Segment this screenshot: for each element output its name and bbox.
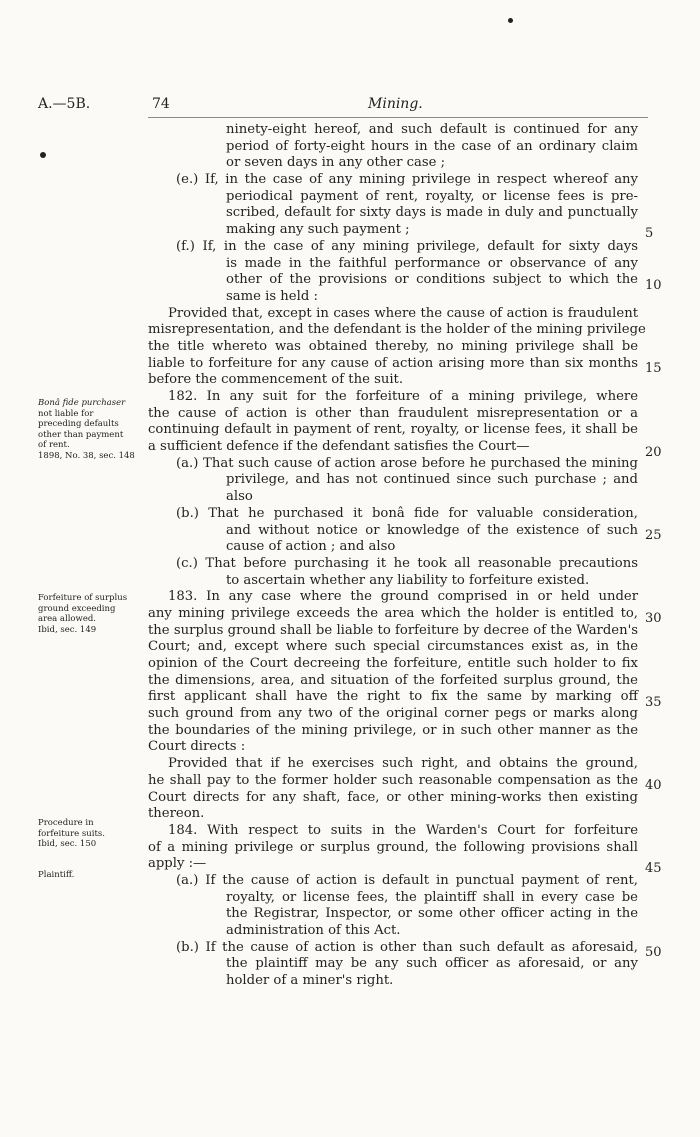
speck xyxy=(40,152,46,158)
text-line: (e.) If, in the case of any mining privilege in respect whereof any xyxy=(176,172,638,188)
text-line: of a mining privilege or surplus ground, the following provisions shall xyxy=(148,839,638,855)
text-line: 182. In any suit for the forfeiture of a mining privilege, where xyxy=(168,389,638,404)
text-line: holder of a miner's right. xyxy=(226,973,394,989)
text-line: the cause of action is other than fraudulent misrepresentation or a xyxy=(148,405,638,421)
text-line: (c.) That before purchasing it he took all reasonable precautions xyxy=(176,555,638,571)
text-line: the Registrar, Inspector, or some other officer acting in the xyxy=(226,906,638,922)
text-line: to ascertain whether any liability to forfeiture existed. xyxy=(226,572,590,588)
body-text xyxy=(148,122,646,990)
text-line: before the commencement of the suit. xyxy=(148,372,404,388)
text-line: the surplus ground shall be liable to forfeiture by decree of the Warden's xyxy=(148,622,638,638)
line-number: 25 xyxy=(645,528,662,543)
text-line: periodical payment of rent, royalty, or license fees is pre- xyxy=(226,188,638,204)
speck xyxy=(508,18,513,23)
doc-code: A.—5B. xyxy=(38,96,91,112)
text-line: any mining privilege exceeds the area which the holder is entitled to, xyxy=(148,605,638,621)
text-line: 184. With respect to suits in the Warden's Court for forfeiture xyxy=(168,822,638,838)
text-line: (b.) If the cause of action is other than such default as aforesaid, xyxy=(176,939,638,955)
text-line: royalty, or license fees, the plaintiff shall in every case be xyxy=(226,889,638,905)
text-line: a sufficient defence if the defendant satisfies the Court— xyxy=(148,439,530,455)
running-title: Mining. xyxy=(368,96,423,112)
text-line: privilege, and has not continued since such purchase ; and xyxy=(226,472,638,488)
text-line: (f.) If, in the case of any mining privilege, default for sixty days xyxy=(176,238,638,254)
text-line: Provided that, except in cases where the cause of action is fraudulent xyxy=(168,305,638,321)
text-line: Court; and, except where such special circumstances exist as, in the xyxy=(148,639,638,655)
line-number: 15 xyxy=(645,361,662,376)
margin-note-plaintiff: Plaintiff. xyxy=(38,870,75,880)
line-number: 50 xyxy=(645,945,662,960)
text-line: making any such payment ; xyxy=(226,222,410,238)
text-line: same is held : xyxy=(226,288,318,304)
text-line: 183. In any case where the ground comprised in or held under xyxy=(168,589,638,605)
text-line: liable to forfeiture for any cause of action arising more than six months xyxy=(148,355,638,371)
line-number: 20 xyxy=(645,445,662,460)
text-line: the title whereto was obtained thereby, no mining privilege shall be xyxy=(148,338,638,354)
text-line: (b.) That he purchased it bonâ fide for valuable consideration, xyxy=(176,505,638,521)
text-line: also xyxy=(226,489,253,505)
text-line: Court directs for any shaft, face, or other mining-works then existing xyxy=(148,789,638,805)
text-line: continuing default in payment of rent, royalty, or license fees, it shall be xyxy=(148,422,638,438)
line-number: 5 xyxy=(645,226,654,241)
text-line: other of the provisions or conditions subject to which the xyxy=(226,272,638,288)
header-rule xyxy=(148,117,648,118)
text-line: period of forty-eight hours in the case of an ordinary claim xyxy=(226,138,638,154)
text-line: is made in the faithful performance or observance of any xyxy=(226,255,638,271)
page-number: 74 xyxy=(152,96,170,112)
text-line: the boundaries of the mining privilege, or in such other manner as the xyxy=(148,722,638,738)
text-line: first applicant shall have the right to fix the same by marking off xyxy=(148,689,638,705)
text-line: Court directs : xyxy=(148,739,246,755)
text-line: thereon. xyxy=(148,806,205,822)
text-line: ninety-eight hereof, and such default is continued for any xyxy=(226,122,638,137)
margin-note-surplus: Forfeiture of surplus ground exceeding area allowed. Ibid, sec. 149 xyxy=(38,593,128,635)
line-number: 35 xyxy=(645,695,662,710)
text-line: (a.) That such cause of action arose before he purchased the mining xyxy=(176,455,638,471)
line-number: 30 xyxy=(645,611,662,626)
text-line: Provided that if he exercises such right, and obtains the ground, xyxy=(168,756,638,772)
text-line: misrepresentation, and the defendant is the holder of the mining privilege xyxy=(148,322,646,338)
margin-note-procedure: Procedure in forfeiture suits. Ibid, sec. 150 xyxy=(38,818,105,849)
text-line: he shall pay to the former holder such reasonable compensation as the xyxy=(148,772,638,788)
text-line: and without notice or knowledge of the existence of such xyxy=(226,522,638,538)
text-line: administration of this Act. xyxy=(226,923,401,938)
text-line: such ground from any two of the original corner pegs or marks along xyxy=(148,706,638,722)
text-line: opinion of the Court decreeing the forfeiture, entitle such holder to fix xyxy=(148,656,638,671)
margin-note-bona-fide: Bonâ fide purchaser not liable for preceding defaults other than payment of rent. 1898, No. 38, sec. 148 xyxy=(38,398,135,461)
text-line: scribed, default for sixty days is made in duly and punctually xyxy=(226,205,638,221)
text-line: or seven days in any other case ; xyxy=(226,155,446,171)
line-number: 10 xyxy=(645,278,662,293)
line-number: 45 xyxy=(645,861,662,876)
text-line: the plaintiff may be any such officer as aforesaid, or any xyxy=(226,956,638,972)
text-line: (a.) If the cause of action is default in punctual payment of rent, xyxy=(176,872,638,888)
text-line: the dimensions, area, and situation of the forfeited surplus ground, the xyxy=(148,672,638,688)
line-number: 40 xyxy=(645,778,662,793)
text-line: apply :— xyxy=(148,856,207,872)
text-line: cause of action ; and also xyxy=(226,539,396,555)
